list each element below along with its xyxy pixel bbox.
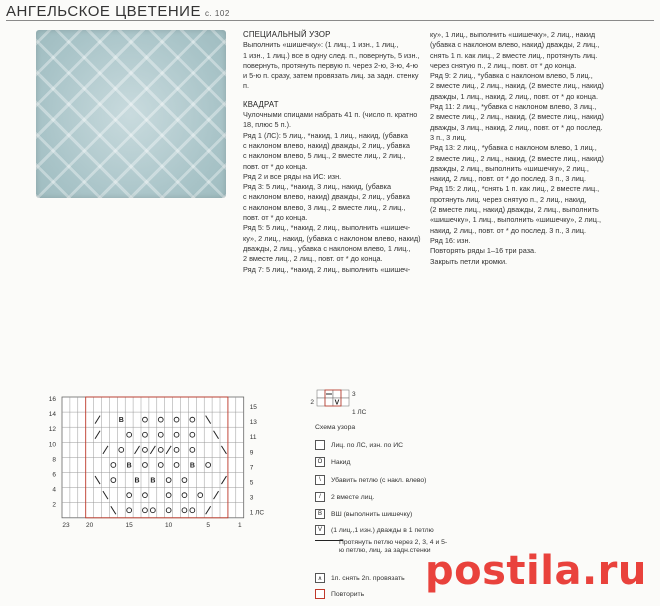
square-line: повт. от * до конца. (243, 161, 308, 171)
bobble-symbol: B (150, 477, 156, 485)
square-line: Ряд 3: 5 лиц., *накид, 3 лиц., накид, (убавка (243, 182, 392, 192)
bobble-symbol: B (126, 462, 132, 470)
continued-line: Повторять ряды 1–16 три раза. (430, 246, 537, 256)
legend-item (315, 587, 364, 601)
continued-line: Ряд 13: 2 лиц., *убавка с наклоном влево, 1 лиц., (430, 143, 597, 153)
continued-line: дважды, 1 лиц., накид, 2 лиц., повт. от * до конца. (430, 91, 598, 101)
square-line: с наклоном влево, 3 лиц., 2 вместе лиц., 2 лиц., (243, 202, 406, 212)
square-line: 18, плюс 5 п.). (243, 120, 292, 130)
mini-chart-cell (325, 398, 333, 406)
bobble-symbol: B (134, 477, 140, 485)
continued-line: протянуть лиц. через снятую п., 2 лиц., накид, (430, 194, 587, 204)
ssk-icon: \ (315, 475, 325, 485)
continued-line: Ряд 9: 2 лиц., *убавка с наклоном влево, 5 лиц., (430, 71, 593, 81)
continued-line: Закрыть петли кромки. (430, 256, 508, 266)
row-number-left: 8 (52, 456, 56, 464)
postila-watermark: postila.ru (425, 548, 647, 594)
continued-line: дважды, 2 лиц., выполнить «шишечку», 2 лиц., (430, 163, 589, 173)
continued-line: Ряд 15: 2 лиц., *снять 1 п. как лиц., 2 вместе лиц., (430, 184, 600, 194)
mini-chart-cell (317, 398, 325, 406)
yarn-over-icon: O (315, 457, 325, 467)
legend-item (315, 438, 403, 452)
row-number-right: 15 (249, 404, 257, 411)
k2tog-icon: / (315, 492, 325, 502)
square-line: Чулочными спицами набрать 41 п. (число п. кратно (243, 110, 418, 120)
continued-line: Ряд 16: изн. (430, 235, 471, 245)
row-number-right: 7 (249, 464, 254, 472)
column-number: 15 (125, 521, 133, 529)
legend-item (315, 473, 426, 487)
special-line: Выполнить «шишечку»: (1 лиц., 1 изн., 1 лиц., (243, 40, 399, 50)
row-number-right: 9 (249, 449, 254, 457)
legend-label: 1п. снять 2п. провязать (331, 574, 405, 582)
row-number-left: 16 (48, 396, 56, 403)
column-number: 20 (86, 521, 94, 529)
row-number-left: 6 (52, 471, 56, 479)
column-number: 5 (206, 521, 210, 529)
bobble-symbol: B (189, 462, 195, 470)
increase-icon: V (315, 525, 325, 535)
special-line: 1 изн., 1 лиц.) все в одну след. п., повернуть, 5 изн., (243, 50, 420, 60)
legend-item (315, 455, 350, 469)
row-number-right: 5 (249, 479, 254, 487)
continued-line: снять 1 п. как лиц., 2 вместе лиц., протянуть лиц. (430, 50, 598, 60)
repeat-box-icon (315, 589, 325, 599)
square-line: с наклоном влево, накид) дважды, 2 лиц., убавка (243, 192, 410, 202)
legend-label: (1 лиц.,1 изн.) дважды в 1 петлю (331, 526, 434, 534)
continued-line: (убавка с наклоном влево, накид) дважды, 2 лиц., (430, 40, 600, 50)
row-number-right: 3 (249, 494, 254, 502)
mini-chart-cell (333, 390, 341, 398)
square-line: Ряд 7: 5 лиц., *накид, 2 лиц., выполнить «шишеч- (243, 264, 411, 274)
square-line: с наклоном влево, 5 лиц., 2 вместе лиц., 2 лиц., (243, 151, 406, 161)
mini-row-number: 3 (352, 391, 356, 398)
knit-blank-icon (315, 440, 325, 450)
mini-chart-cell (341, 390, 349, 398)
legend-label: Лиц. по ЛС, изн. по ИС (331, 441, 404, 449)
mini-row-number: 2 (310, 399, 314, 406)
legend-label: 2 вместе лиц. (331, 493, 375, 501)
special-line: повернуть, протянуть первую п. через 2-ю, 3-ю, 4-ю (243, 60, 418, 70)
row-number-right: 1 ЛС (249, 509, 265, 517)
row-number-right: 13 (249, 419, 257, 427)
square-line: повт. от * до конца. (243, 213, 308, 223)
continued-line: ку», 1 лиц., выполнить «шишечку», 2 лиц., накид (430, 30, 596, 39)
bobble-symbol: B (118, 417, 124, 425)
mini-chart-cell (341, 398, 349, 406)
legend-label: Повторить (331, 590, 365, 598)
continued-line: через снятую п., 2 лиц., повт. от * до конца. (430, 60, 577, 70)
legend-label: Убавить петлю (с накл. влево) (331, 476, 427, 484)
square-line: Ряд 5: 5 лиц., *накид, 2 лиц., выполнить «шишеч- (243, 223, 411, 233)
row-number-left: 2 (52, 501, 56, 509)
page-title: АНГЕЛЬСКОЕ ЦВЕТЕНИЕ с. 102 (6, 3, 230, 20)
square-line: ку», 2 лиц., накид, (убавка с наклоном влево, накид) (243, 233, 421, 243)
continued-line: «шишечку», 1 лиц., выполнить «шишечку», 2 лиц., (430, 215, 601, 225)
column-number: 23 (62, 521, 70, 529)
mini-row-number: 1 ЛС (352, 409, 367, 416)
row-number-left: 10 (48, 441, 56, 449)
row-number-left: 4 (52, 486, 56, 494)
legend-item (315, 507, 412, 521)
double-decrease-icon: ∧ (315, 573, 325, 583)
continued-line: 2 вместе лиц., 2 лиц., накид, (2 вместе лиц., накид) (430, 153, 604, 163)
continued-line: 3 п., 3 лиц. (430, 132, 467, 142)
legend-item (315, 523, 434, 537)
square-line: Ряд 1 (ЛС): 5 лиц., *накид, 1 лиц., накид, (убавка (243, 130, 408, 140)
continued-line: накид, 2 лиц., повт. от * до послед. 3 п., 3 лиц. (430, 174, 587, 184)
continued-line: накид, 2 лиц., повт. от * до послед. 3 п., 3 лиц. (430, 225, 587, 235)
row-number-left: 12 (48, 426, 56, 434)
legend-label: Протянуть петлю через 2, 3, 4 и 5-ю петлю, лиц. за задн.стенки (339, 539, 448, 554)
special-line: и 5-ю п. сразу, затем провязать лиц. за задн. стенку п. (243, 71, 419, 91)
continued-line: 2 вместе лиц., 2 лиц., накид, (2 вместе лиц., накид) (430, 81, 604, 91)
continued-line: дважды, 3 лиц., накид, 2 лиц., повт. от * до послед. (430, 122, 603, 132)
square-heading: КВАДРАТ (243, 99, 279, 109)
square-line: Ряд 2 и все ряды на ИС: изн. (243, 171, 342, 181)
square-line: 2 вместе лиц., 2 лиц., повт. от * до конца. (243, 254, 383, 264)
legend-label: Накид (331, 458, 351, 466)
increase-symbol: V (334, 399, 340, 407)
row-number-left: 14 (48, 411, 56, 419)
special-heading: СПЕЦИАЛЬНЫЙ УЗОР (243, 30, 331, 39)
continued-line: (2 вместе лиц., накид) дважды, 2 лиц., выполнить (430, 205, 599, 215)
square-line: дважды, 2 лиц., убавка с наклоном влево, 1 лиц., (243, 243, 411, 253)
continued-line: 2 вместе лиц., 2 лиц., накид, (2 вместе лиц., накид) (430, 112, 604, 122)
column-number: 1 (237, 521, 242, 529)
row-number-right: 11 (249, 434, 257, 442)
square-line: с наклоном влево, накид) дважды, 2 лиц., убавка (243, 140, 410, 150)
legend-title: Схема узора (315, 424, 356, 431)
page-reference: с. 102 (204, 9, 230, 18)
mini-chart-cell (317, 390, 325, 398)
continued-line: Ряд 11: 2 лиц., *убавка с наклоном влево, 3 лиц., (430, 102, 597, 112)
legend-label: ВШ (выполнить шишечку) (331, 510, 413, 518)
legend-item (315, 490, 374, 504)
column-number: 10 (165, 521, 173, 529)
legend-item (315, 571, 405, 585)
bobble-icon: B (315, 509, 325, 519)
